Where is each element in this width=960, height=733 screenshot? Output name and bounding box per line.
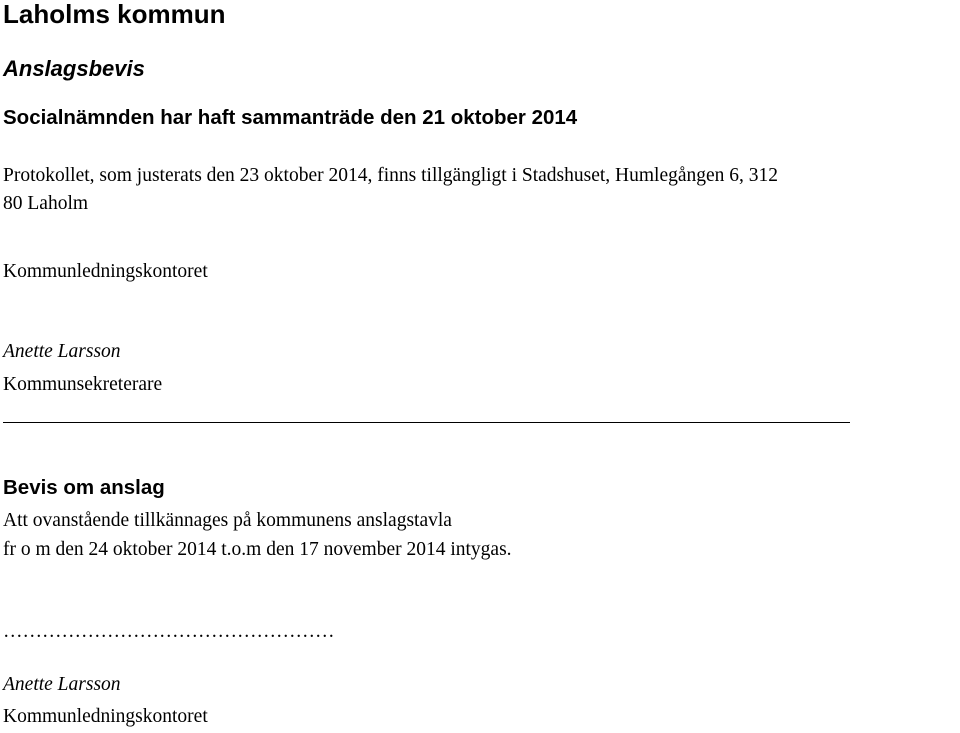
municipality-title: Laholms kommun bbox=[3, 0, 226, 29]
protocol-text-line: 80 Laholm bbox=[3, 193, 89, 214]
protocol-text-line: Protokollet, som justerats den 23 oktober 2014, finns tillgängligt i Stadshuset, Humlegången 6, 312 bbox=[3, 165, 779, 186]
office-name: Kommunledningskontoret bbox=[3, 706, 208, 727]
signer-name: Anette Larsson bbox=[3, 341, 121, 362]
meeting-heading: Socialnämnden har haft sammanträde den 21 oktober 2014 bbox=[3, 106, 578, 129]
document-type-heading: Anslagsbevis bbox=[3, 56, 145, 81]
proof-text-line: Att ovanstående tillkännages på kommunens anslagstavla bbox=[3, 510, 452, 531]
signer-title: Kommunsekreterare bbox=[3, 374, 163, 395]
section-divider bbox=[3, 422, 850, 423]
signature-line: …………………………………………… bbox=[3, 621, 335, 642]
office-name: Kommunledningskontoret bbox=[3, 261, 208, 282]
proof-text-line: fr o m den 24 oktober 2014 t.o.m den 17 november 2014 intygas. bbox=[3, 539, 512, 560]
signer-name: Anette Larsson bbox=[3, 674, 121, 695]
proof-heading: Bevis om anslag bbox=[3, 476, 165, 499]
